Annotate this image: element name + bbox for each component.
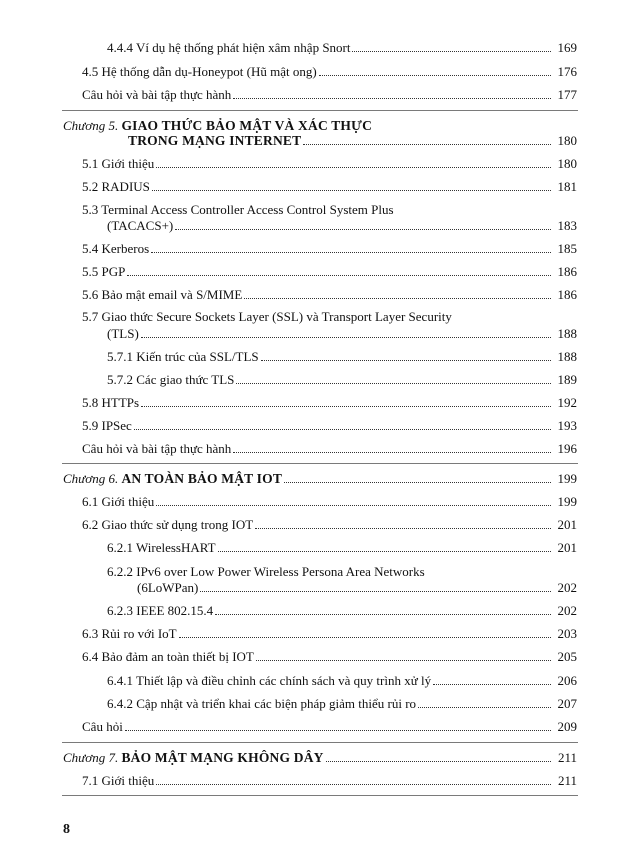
dot-leader [200,591,551,592]
entry-label-cont: (6LoWPan) [137,580,199,595]
entry-label: 5.5 PGP [82,264,126,279]
section-divider [62,110,578,111]
entry-label: 6.2.3 IEEE 802.15.4 [107,603,214,618]
entry-page: 199 [557,494,577,509]
page-number: 8 [63,822,70,837]
entry-label: 6.2 Giao thức sử dụng trong IOT [82,517,254,532]
entry-label: 5.1 Giới thiệu [82,156,155,171]
entry-label: 6.4.2 Cập nhật và triển khai các biện pháp giảm thiểu rủi ro [107,696,417,711]
dot-leader [261,360,551,361]
chapter-title: GIAO THỨC BẢO MẬT VÀ XÁC THỰC [121,118,373,133]
entry-label-cont: (TACACS+) [107,218,174,233]
entry-page: 177 [557,87,577,102]
entry-page: 186 [557,264,577,279]
chapter-prefix: Chương 7. [63,750,119,765]
entry-page: 206 [557,673,577,688]
dot-leader [418,707,551,708]
dot-leader [125,730,551,731]
entry-label: Câu hỏi và bài tập thực hành [82,87,232,102]
dot-leader [326,761,551,762]
section-divider [62,463,578,464]
entry-page: 188 [557,326,577,341]
dot-leader [156,505,551,506]
entry-page: 180 [557,156,577,171]
entry-page: 209 [557,719,577,734]
entry-label: Câu hỏi [82,719,123,734]
chapter-prefix: Chương 6. [63,471,119,486]
dot-leader [175,229,551,230]
entry-label: 6.4 Bảo đảm an toàn thiết bị IOT [82,649,254,664]
entry-label: 5.7.2 Các giao thức TLS [107,372,235,387]
entry-page: 196 [557,441,577,456]
dot-leader [127,275,551,276]
chapter-title: AN TOÀN BẢO MẬT IOT [121,471,283,486]
entry-label: 6.3 Rủi ro với IoT [82,626,177,641]
entry-label: 5.9 IPSec [82,418,132,433]
entry-page: 201 [557,517,577,532]
entry-page: 202 [557,580,577,595]
dot-leader [352,51,551,52]
dot-leader [256,660,551,661]
entry-label: 5.8 HTTPs [82,395,140,410]
entry-page: 186 [557,287,577,302]
chapter-prefix: Chương 5. [63,118,119,133]
entry-label: 7.1 Giới thiệu [82,773,155,788]
dot-leader [218,551,551,552]
dot-leader [236,383,551,384]
entry-label: 5.6 Bảo mật email và S/MIME [82,287,243,302]
entry-page: 181 [557,179,577,194]
entry-page: 203 [557,626,577,641]
entry-page: 193 [557,418,577,433]
dot-leader [284,482,551,483]
entry-label-cont: (TLS) [107,326,139,341]
section-divider [62,742,578,743]
entry-label: 5.2 RADIUS [82,179,150,194]
entry-page: 202 [557,603,577,618]
entry-page: 189 [557,372,577,387]
entry-page: 199 [557,471,577,486]
dot-leader [134,429,551,430]
entry-page: 169 [557,40,577,55]
entry-page: 180 [557,133,577,148]
entry-label: 6.2.2 IPv6 over Low Power Wireless Persona Area Networks [107,564,425,579]
entry-page: 192 [557,395,577,410]
entry-page: 185 [557,241,577,256]
entry-page: 211 [557,750,577,765]
entry-label: 5.7.1 Kiến trúc của SSL/TLS [107,349,259,364]
dot-leader [233,98,551,99]
dot-leader [233,452,551,453]
dot-leader [433,684,551,685]
entry-label: 5.4 Kerberos [82,241,150,256]
dot-leader [141,406,551,407]
entry-label: 6.1 Giới thiệu [82,494,155,509]
dot-leader [303,144,551,145]
entry-label: 4.4.4 Ví dụ hệ thống phát hiện xâm nhập Snort [107,40,351,55]
entry-page: 211 [557,773,577,788]
dot-leader [319,75,551,76]
entry-label: 6.2.1 WirelessHART [107,540,216,555]
dot-leader [141,337,551,338]
entry-page: 207 [557,696,577,711]
dot-leader [152,190,551,191]
dot-leader [255,528,551,529]
chapter-title: BẢO MẬT MẠNG KHÔNG DÂY [121,750,324,765]
dot-leader [156,167,551,168]
chapter-title-cont: TRONG MẠNG INTERNET [128,133,302,148]
entry-label: Câu hỏi và bài tập thực hành [82,441,232,456]
dot-leader [151,252,551,253]
section-divider [62,795,578,796]
entry-page: 201 [557,540,577,555]
dot-leader [179,637,551,638]
dot-leader [244,298,551,299]
entry-label: 6.4.1 Thiết lập và điều chỉnh các chính sách và quy trình xử lý [107,673,432,688]
entry-page: 176 [557,64,577,79]
entry-page: 188 [557,349,577,364]
entry-label: 5.7 Giao thức Secure Sockets Layer (SSL) và Transport Layer Security [82,309,452,324]
dot-leader [215,614,551,615]
entry-label: 4.5 Hệ thống dẫn dụ-Honeypot (Hũ mật ong) [82,64,317,79]
entry-page: 183 [557,218,577,233]
dot-leader [156,784,551,785]
entry-page: 205 [557,649,577,664]
entry-label: 5.3 Terminal Access Controller Access Control System Plus [82,202,394,217]
